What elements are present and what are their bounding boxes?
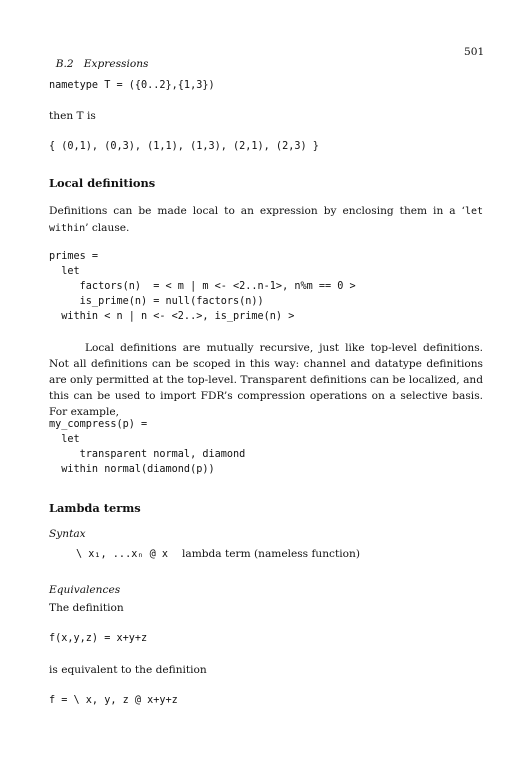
intro-text-pre: Definitions can be made local to an expression by enclosing them in a ‘ (49, 205, 465, 217)
intro-code: let within (49, 206, 483, 234)
code-primes-line-5: within < n | n <- <2..>, is_prime(n) > (49, 311, 295, 322)
code-compress-line-2: let (49, 434, 80, 445)
code-nametype: nametype T = ({0..2},{1,3}) (49, 80, 215, 91)
the-definition-text: The definition (49, 602, 124, 614)
heading-local-definitions: Local definitions (49, 176, 156, 190)
local-definitions-intro (49, 203, 483, 237)
code-lambda-definition: f = \ x, y, z @ x+y+z (49, 695, 178, 706)
code-compress-line-3: transparent normal, diamond (49, 449, 246, 460)
code-primes-line-4: is_prime(n) = null(factors(n)) (49, 296, 264, 307)
then-text: then T is (49, 110, 96, 122)
code-set-result: { (0,1), (0,3), (1,1), (1,3), (2,1), (2,3) } (49, 141, 319, 152)
running-header-section (49, 46, 149, 70)
code-function-definition: f(x,y,z) = x+y+z (49, 633, 148, 644)
section-number: B.2 (55, 58, 74, 70)
intro-text-post: ’ clause. (85, 222, 130, 234)
code-primes-line-3: factors(n) = < m | m <- <2..n-1>, n%m == 0 > (49, 281, 356, 292)
heading-lambda-terms: Lambda terms (49, 501, 141, 515)
syntax-label: Syntax (49, 528, 86, 540)
code-primes-line-1: primes = (49, 251, 99, 262)
syntax-lambda-description: lambda term (nameless function) (182, 548, 360, 560)
local-definitions-paragraph: Local definitions are mutually recursive, just like top-level definitions. Not all definitions can be scoped in this way: channel and datatype definitions are only permitted at the top-level. Transparent definitions can be localized, and this can be used to import FDR’s compression operations on a selective basis. For example, (49, 342, 483, 418)
equivalences-label: Equivalences (49, 584, 121, 596)
section-title: Expressions (83, 58, 149, 70)
code-compress-line-4: within normal(diamond(p)) (49, 464, 215, 475)
equivalent-text: is equivalent to the definition (49, 664, 207, 676)
code-primes-line-2: let (49, 266, 80, 277)
page-number: 501 (464, 46, 485, 58)
syntax-lambda-code: \ x₁, ...xₙ @ x (76, 549, 169, 560)
code-compress-line-1: my_compress(p) = (49, 419, 148, 430)
